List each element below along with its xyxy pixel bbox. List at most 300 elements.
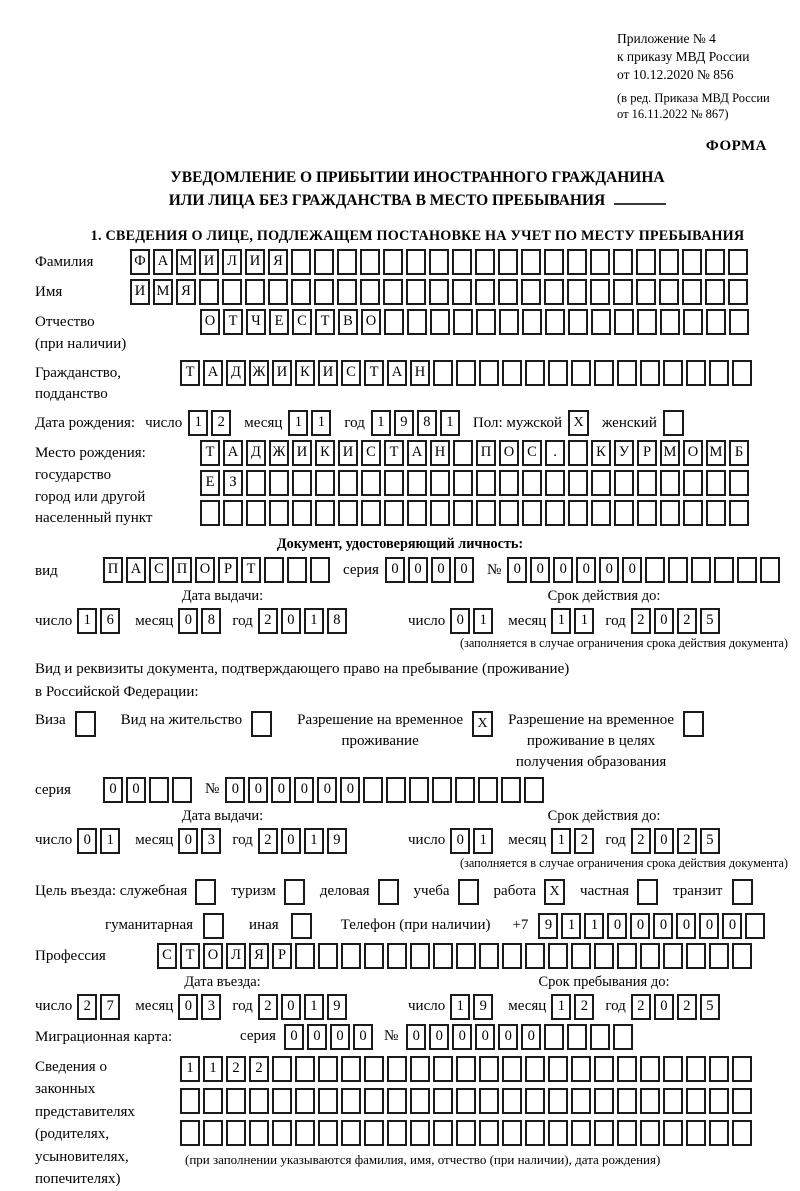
char-cell[interactable] xyxy=(548,1056,568,1082)
char-cell[interactable]: И xyxy=(130,279,150,305)
char-cell[interactable]: Т xyxy=(364,360,384,386)
char-cell[interactable] xyxy=(663,943,683,969)
char-cell[interactable] xyxy=(338,500,358,526)
char-cell[interactable]: И xyxy=(245,249,265,275)
char-cell[interactable] xyxy=(476,470,496,496)
char-cell[interactable] xyxy=(337,249,357,275)
char-cell[interactable]: О xyxy=(499,440,519,466)
char-cell[interactable] xyxy=(617,360,637,386)
char-cell[interactable]: 1 xyxy=(288,410,308,436)
purpose-transit-checkbox[interactable] xyxy=(732,879,753,905)
char-cell[interactable] xyxy=(364,1088,384,1114)
char-cell[interactable] xyxy=(686,360,706,386)
char-cell[interactable]: 2 xyxy=(258,828,278,854)
char-cell[interactable]: М xyxy=(176,249,196,275)
char-cell[interactable]: 1 xyxy=(584,913,604,939)
char-cell[interactable] xyxy=(691,557,711,583)
char-cell[interactable] xyxy=(384,500,404,526)
char-cell[interactable]: А xyxy=(223,440,243,466)
char-cell[interactable]: С xyxy=(149,557,169,583)
char-cell[interactable] xyxy=(501,777,521,803)
char-cell[interactable]: 0 xyxy=(530,557,550,583)
char-cell[interactable] xyxy=(525,360,545,386)
char-cell[interactable] xyxy=(544,249,564,275)
char-cell[interactable] xyxy=(548,1088,568,1114)
char-cell[interactable] xyxy=(430,500,450,526)
char-cell[interactable]: А xyxy=(203,360,223,386)
char-cell[interactable]: Е xyxy=(269,309,289,335)
char-cell[interactable] xyxy=(272,1120,292,1146)
char-cell[interactable]: 0 xyxy=(281,608,301,634)
char-cell[interactable] xyxy=(590,1024,610,1050)
char-cell[interactable] xyxy=(640,943,660,969)
char-cell[interactable] xyxy=(660,470,680,496)
char-cell[interactable]: 0 xyxy=(330,1024,350,1050)
char-cell[interactable]: 1 xyxy=(304,828,324,854)
char-cell[interactable] xyxy=(594,360,614,386)
char-cell[interactable] xyxy=(318,1056,338,1082)
char-cell[interactable]: 9 xyxy=(394,410,414,436)
char-cell[interactable] xyxy=(594,1056,614,1082)
char-cell[interactable] xyxy=(614,470,634,496)
char-cell[interactable] xyxy=(663,1056,683,1082)
char-cell[interactable] xyxy=(387,1120,407,1146)
char-cell[interactable]: 2 xyxy=(249,1056,269,1082)
char-cell[interactable]: 0 xyxy=(77,828,97,854)
char-cell[interactable]: 9 xyxy=(538,913,558,939)
char-cell[interactable] xyxy=(545,470,565,496)
char-cell[interactable] xyxy=(732,1120,752,1146)
char-cell[interactable] xyxy=(591,470,611,496)
char-cell[interactable] xyxy=(645,557,665,583)
char-cell[interactable]: 0 xyxy=(576,557,596,583)
char-cell[interactable] xyxy=(568,470,588,496)
char-cell[interactable]: Я xyxy=(249,943,269,969)
char-cell[interactable]: К xyxy=(591,440,611,466)
char-cell[interactable] xyxy=(571,360,591,386)
char-cell[interactable] xyxy=(502,1088,522,1114)
char-cell[interactable] xyxy=(203,1088,223,1114)
char-cell[interactable]: 0 xyxy=(498,1024,518,1050)
char-cell[interactable] xyxy=(453,440,473,466)
char-cell[interactable]: Ж xyxy=(249,360,269,386)
char-cell[interactable] xyxy=(360,249,380,275)
char-cell[interactable] xyxy=(456,1120,476,1146)
char-cell[interactable] xyxy=(479,943,499,969)
char-cell[interactable] xyxy=(705,249,725,275)
char-cell[interactable] xyxy=(292,470,312,496)
char-cell[interactable] xyxy=(499,309,519,335)
char-cell[interactable]: М xyxy=(153,279,173,305)
char-cell[interactable]: С xyxy=(341,360,361,386)
char-cell[interactable] xyxy=(249,1088,269,1114)
char-cell[interactable] xyxy=(429,249,449,275)
char-cell[interactable] xyxy=(318,1088,338,1114)
char-cell[interactable] xyxy=(407,500,427,526)
char-cell[interactable]: 0 xyxy=(431,557,451,583)
char-cell[interactable]: 9 xyxy=(327,828,347,854)
char-cell[interactable]: 2 xyxy=(631,608,651,634)
char-cell[interactable] xyxy=(571,1056,591,1082)
char-cell[interactable] xyxy=(636,279,656,305)
char-cell[interactable] xyxy=(341,943,361,969)
char-cell[interactable] xyxy=(525,1056,545,1082)
purpose-study-checkbox[interactable] xyxy=(458,879,479,905)
char-cell[interactable]: 0 xyxy=(317,777,337,803)
char-cell[interactable]: 0 xyxy=(654,608,674,634)
char-cell[interactable] xyxy=(249,1120,269,1146)
char-cell[interactable]: 0 xyxy=(385,557,405,583)
purpose-business-checkbox[interactable] xyxy=(378,879,399,905)
char-cell[interactable] xyxy=(522,309,542,335)
char-cell[interactable]: 9 xyxy=(473,994,493,1020)
residence-permit-checkbox[interactable] xyxy=(251,711,272,737)
char-cell[interactable] xyxy=(314,279,334,305)
char-cell[interactable] xyxy=(476,500,496,526)
char-cell[interactable] xyxy=(456,943,476,969)
char-cell[interactable] xyxy=(456,360,476,386)
char-cell[interactable] xyxy=(521,249,541,275)
char-cell[interactable]: С xyxy=(157,943,177,969)
char-cell[interactable] xyxy=(407,470,427,496)
char-cell[interactable]: 1 xyxy=(551,994,571,1020)
char-cell[interactable] xyxy=(318,1120,338,1146)
char-cell[interactable] xyxy=(264,557,284,583)
char-cell[interactable] xyxy=(433,943,453,969)
char-cell[interactable] xyxy=(268,279,288,305)
char-cell[interactable]: П xyxy=(172,557,192,583)
char-cell[interactable] xyxy=(291,279,311,305)
char-cell[interactable] xyxy=(729,470,749,496)
char-cell[interactable]: 0 xyxy=(126,777,146,803)
char-cell[interactable]: 0 xyxy=(722,913,742,939)
char-cell[interactable] xyxy=(709,943,729,969)
char-cell[interactable] xyxy=(637,309,657,335)
char-cell[interactable] xyxy=(706,500,726,526)
char-cell[interactable] xyxy=(269,500,289,526)
char-cell[interactable]: 0 xyxy=(475,1024,495,1050)
temp-residence-edu-checkbox[interactable] xyxy=(683,711,704,737)
char-cell[interactable] xyxy=(479,1088,499,1114)
char-cell[interactable] xyxy=(613,249,633,275)
char-cell[interactable]: Т xyxy=(223,309,243,335)
char-cell[interactable] xyxy=(226,1120,246,1146)
char-cell[interactable]: О xyxy=(683,440,703,466)
char-cell[interactable] xyxy=(409,777,429,803)
char-cell[interactable]: О xyxy=(195,557,215,583)
char-cell[interactable]: 2 xyxy=(677,608,697,634)
char-cell[interactable] xyxy=(683,309,703,335)
char-cell[interactable] xyxy=(338,470,358,496)
char-cell[interactable]: 1 xyxy=(311,410,331,436)
purpose-other-checkbox[interactable] xyxy=(291,913,312,939)
char-cell[interactable]: Л xyxy=(222,249,242,275)
char-cell[interactable] xyxy=(709,1120,729,1146)
char-cell[interactable]: 0 xyxy=(454,557,474,583)
char-cell[interactable]: 1 xyxy=(450,994,470,1020)
char-cell[interactable]: 2 xyxy=(211,410,231,436)
char-cell[interactable] xyxy=(149,777,169,803)
char-cell[interactable] xyxy=(745,913,765,939)
char-cell[interactable]: 1 xyxy=(551,608,571,634)
char-cell[interactable]: 0 xyxy=(340,777,360,803)
char-cell[interactable] xyxy=(295,1056,315,1082)
char-cell[interactable] xyxy=(502,360,522,386)
char-cell[interactable]: 0 xyxy=(178,994,198,1020)
char-cell[interactable] xyxy=(200,500,220,526)
char-cell[interactable]: 8 xyxy=(417,410,437,436)
temp-residence-checkbox[interactable]: X xyxy=(472,711,493,737)
char-cell[interactable]: 1 xyxy=(203,1056,223,1082)
char-cell[interactable] xyxy=(406,279,426,305)
char-cell[interactable]: 5 xyxy=(700,994,720,1020)
char-cell[interactable] xyxy=(455,777,475,803)
char-cell[interactable] xyxy=(709,1088,729,1114)
char-cell[interactable] xyxy=(568,440,588,466)
char-cell[interactable]: 2 xyxy=(226,1056,246,1082)
char-cell[interactable] xyxy=(636,249,656,275)
char-cell[interactable]: 0 xyxy=(429,1024,449,1050)
char-cell[interactable]: Я xyxy=(176,279,196,305)
char-cell[interactable] xyxy=(709,360,729,386)
char-cell[interactable] xyxy=(502,943,522,969)
char-cell[interactable]: 2 xyxy=(631,994,651,1020)
char-cell[interactable]: С xyxy=(292,309,312,335)
char-cell[interactable] xyxy=(548,943,568,969)
char-cell[interactable]: И xyxy=(199,249,219,275)
char-cell[interactable]: 0 xyxy=(353,1024,373,1050)
char-cell[interactable]: Ч xyxy=(246,309,266,335)
char-cell[interactable] xyxy=(295,1088,315,1114)
char-cell[interactable] xyxy=(364,943,384,969)
char-cell[interactable] xyxy=(502,1120,522,1146)
char-cell[interactable] xyxy=(337,279,357,305)
char-cell[interactable] xyxy=(433,1088,453,1114)
char-cell[interactable] xyxy=(199,279,219,305)
char-cell[interactable] xyxy=(522,500,542,526)
char-cell[interactable] xyxy=(640,1088,660,1114)
char-cell[interactable] xyxy=(387,943,407,969)
char-cell[interactable] xyxy=(410,1088,430,1114)
char-cell[interactable]: 2 xyxy=(631,828,651,854)
char-cell[interactable]: Т xyxy=(200,440,220,466)
char-cell[interactable]: Я xyxy=(268,249,288,275)
char-cell[interactable] xyxy=(310,557,330,583)
char-cell[interactable]: 5 xyxy=(700,608,720,634)
char-cell[interactable]: 0 xyxy=(103,777,123,803)
char-cell[interactable]: 0 xyxy=(653,913,673,939)
char-cell[interactable]: 0 xyxy=(271,777,291,803)
char-cell[interactable] xyxy=(683,500,703,526)
char-cell[interactable] xyxy=(521,279,541,305)
char-cell[interactable]: 1 xyxy=(371,410,391,436)
char-cell[interactable] xyxy=(386,777,406,803)
char-cell[interactable]: Т xyxy=(315,309,335,335)
char-cell[interactable] xyxy=(479,360,499,386)
char-cell[interactable]: М xyxy=(660,440,680,466)
char-cell[interactable] xyxy=(591,309,611,335)
char-cell[interactable]: 1 xyxy=(77,608,97,634)
char-cell[interactable] xyxy=(594,1120,614,1146)
char-cell[interactable] xyxy=(479,1120,499,1146)
char-cell[interactable]: Ф xyxy=(130,249,150,275)
char-cell[interactable] xyxy=(410,1120,430,1146)
char-cell[interactable]: . xyxy=(545,440,565,466)
char-cell[interactable]: 0 xyxy=(607,913,627,939)
char-cell[interactable]: 3 xyxy=(201,994,221,1020)
purpose-work-checkbox[interactable]: X xyxy=(544,879,565,905)
char-cell[interactable] xyxy=(361,470,381,496)
char-cell[interactable]: 6 xyxy=(100,608,120,634)
char-cell[interactable]: А xyxy=(153,249,173,275)
char-cell[interactable] xyxy=(568,500,588,526)
char-cell[interactable]: 1 xyxy=(473,608,493,634)
char-cell[interactable]: О xyxy=(361,309,381,335)
char-cell[interactable] xyxy=(172,777,192,803)
char-cell[interactable]: Л xyxy=(226,943,246,969)
char-cell[interactable] xyxy=(686,1056,706,1082)
char-cell[interactable] xyxy=(456,1088,476,1114)
char-cell[interactable] xyxy=(479,1056,499,1082)
char-cell[interactable] xyxy=(637,500,657,526)
char-cell[interactable] xyxy=(433,1120,453,1146)
char-cell[interactable]: 0 xyxy=(294,777,314,803)
char-cell[interactable]: И xyxy=(272,360,292,386)
char-cell[interactable]: К xyxy=(315,440,335,466)
char-cell[interactable]: С xyxy=(361,440,381,466)
char-cell[interactable] xyxy=(180,1120,200,1146)
char-cell[interactable] xyxy=(525,1120,545,1146)
char-cell[interactable] xyxy=(315,470,335,496)
char-cell[interactable] xyxy=(571,943,591,969)
char-cell[interactable]: 0 xyxy=(225,777,245,803)
char-cell[interactable]: 0 xyxy=(654,994,674,1020)
char-cell[interactable] xyxy=(525,943,545,969)
char-cell[interactable] xyxy=(522,470,542,496)
char-cell[interactable]: 0 xyxy=(248,777,268,803)
char-cell[interactable] xyxy=(659,249,679,275)
char-cell[interactable]: 0 xyxy=(178,608,198,634)
char-cell[interactable] xyxy=(410,1056,430,1082)
char-cell[interactable] xyxy=(660,309,680,335)
char-cell[interactable] xyxy=(594,943,614,969)
char-cell[interactable]: П xyxy=(103,557,123,583)
char-cell[interactable]: 0 xyxy=(450,608,470,634)
char-cell[interactable] xyxy=(617,1056,637,1082)
char-cell[interactable]: Е xyxy=(200,470,220,496)
char-cell[interactable]: 1 xyxy=(304,608,324,634)
char-cell[interactable] xyxy=(292,500,312,526)
char-cell[interactable]: Т xyxy=(241,557,261,583)
char-cell[interactable]: 0 xyxy=(599,557,619,583)
purpose-humanitarian-checkbox[interactable] xyxy=(203,913,224,939)
char-cell[interactable] xyxy=(383,279,403,305)
char-cell[interactable] xyxy=(475,249,495,275)
char-cell[interactable] xyxy=(341,1120,361,1146)
char-cell[interactable] xyxy=(545,309,565,335)
char-cell[interactable] xyxy=(706,470,726,496)
char-cell[interactable] xyxy=(709,1056,729,1082)
char-cell[interactable]: И xyxy=(338,440,358,466)
char-cell[interactable] xyxy=(617,1088,637,1114)
char-cell[interactable] xyxy=(544,1024,564,1050)
char-cell[interactable] xyxy=(341,1088,361,1114)
char-cell[interactable] xyxy=(732,1088,752,1114)
char-cell[interactable]: К xyxy=(295,360,315,386)
char-cell[interactable]: 0 xyxy=(507,557,527,583)
char-cell[interactable] xyxy=(663,360,683,386)
char-cell[interactable]: 0 xyxy=(408,557,428,583)
char-cell[interactable] xyxy=(663,1120,683,1146)
char-cell[interactable] xyxy=(594,1088,614,1114)
char-cell[interactable] xyxy=(406,249,426,275)
char-cell[interactable]: 1 xyxy=(180,1056,200,1082)
char-cell[interactable] xyxy=(223,500,243,526)
char-cell[interactable]: 8 xyxy=(327,608,347,634)
char-cell[interactable]: П xyxy=(476,440,496,466)
char-cell[interactable] xyxy=(613,1024,633,1050)
char-cell[interactable] xyxy=(384,470,404,496)
char-cell[interactable]: 1 xyxy=(304,994,324,1020)
char-cell[interactable] xyxy=(452,279,472,305)
char-cell[interactable] xyxy=(663,1088,683,1114)
char-cell[interactable] xyxy=(660,500,680,526)
char-cell[interactable] xyxy=(430,470,450,496)
char-cell[interactable]: Б xyxy=(729,440,749,466)
char-cell[interactable]: 1 xyxy=(440,410,460,436)
char-cell[interactable] xyxy=(361,500,381,526)
char-cell[interactable] xyxy=(686,1088,706,1114)
char-cell[interactable]: 2 xyxy=(574,828,594,854)
char-cell[interactable]: Р xyxy=(637,440,657,466)
char-cell[interactable] xyxy=(568,309,588,335)
char-cell[interactable] xyxy=(453,500,473,526)
char-cell[interactable]: 1 xyxy=(561,913,581,939)
char-cell[interactable] xyxy=(476,309,496,335)
char-cell[interactable]: З xyxy=(223,470,243,496)
char-cell[interactable]: А xyxy=(126,557,146,583)
char-cell[interactable] xyxy=(682,249,702,275)
char-cell[interactable] xyxy=(614,309,634,335)
char-cell[interactable] xyxy=(760,557,780,583)
char-cell[interactable] xyxy=(728,249,748,275)
char-cell[interactable]: С xyxy=(522,440,542,466)
char-cell[interactable] xyxy=(363,777,383,803)
char-cell[interactable] xyxy=(383,249,403,275)
char-cell[interactable] xyxy=(737,557,757,583)
char-cell[interactable] xyxy=(364,1056,384,1082)
char-cell[interactable] xyxy=(686,943,706,969)
char-cell[interactable] xyxy=(567,249,587,275)
char-cell[interactable]: 1 xyxy=(551,828,571,854)
char-cell[interactable] xyxy=(591,500,611,526)
char-cell[interactable]: 2 xyxy=(677,828,697,854)
char-cell[interactable]: Н xyxy=(430,440,450,466)
char-cell[interactable] xyxy=(668,557,688,583)
char-cell[interactable] xyxy=(705,279,725,305)
char-cell[interactable] xyxy=(245,279,265,305)
char-cell[interactable] xyxy=(544,279,564,305)
char-cell[interactable] xyxy=(502,1056,522,1082)
char-cell[interactable] xyxy=(571,1120,591,1146)
sex-male-checkbox[interactable]: X xyxy=(568,410,589,436)
char-cell[interactable]: О xyxy=(200,309,220,335)
char-cell[interactable] xyxy=(686,1120,706,1146)
char-cell[interactable] xyxy=(475,279,495,305)
char-cell[interactable] xyxy=(384,309,404,335)
char-cell[interactable] xyxy=(548,360,568,386)
char-cell[interactable] xyxy=(640,1056,660,1082)
